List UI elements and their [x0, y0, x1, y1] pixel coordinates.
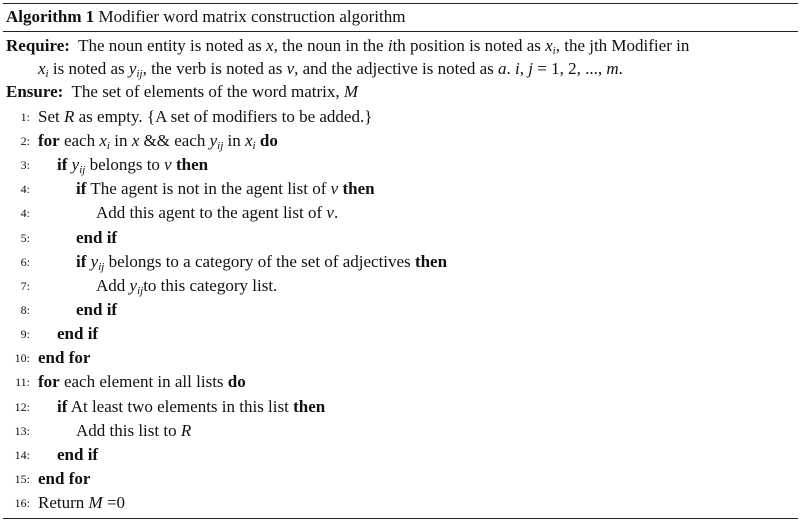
subscript: i: [106, 140, 110, 152]
line-number: 4:: [20, 182, 30, 196]
line-number: 6:: [20, 255, 30, 269]
line-15: [0, 468, 801, 490]
keyword-end-if: end if: [76, 228, 118, 247]
subscript: ij: [137, 285, 144, 297]
line-2: [0, 130, 801, 152]
var-v: v: [330, 179, 339, 198]
line-text: =0: [102, 493, 126, 512]
require-text: is noted as: [48, 59, 129, 78]
line-13: [0, 420, 801, 442]
subscript: i: [252, 140, 256, 152]
line-number: 14:: [14, 448, 30, 462]
subscript: ij: [217, 140, 224, 152]
var-x: x: [266, 36, 274, 55]
keyword-for: for: [38, 372, 60, 391]
var-j: j: [528, 59, 534, 78]
caption-title: Modifier word matrix construction algorithm: [98, 7, 406, 26]
subscript: i: [552, 45, 556, 57]
line-text: to this category list.: [143, 276, 278, 295]
require-text: , and the adjective is noted as: [294, 59, 499, 78]
line-text: each element in all lists: [59, 372, 228, 391]
line-8: [0, 299, 801, 321]
require-text: , the jth Modifier in: [555, 36, 690, 55]
line-text: Set: [38, 107, 64, 126]
var-y: y: [209, 131, 218, 150]
line-number: 16:: [14, 496, 30, 510]
keyword-then: then: [175, 155, 209, 174]
line-number: 15:: [14, 472, 30, 486]
line-text: belongs to a category of the set of adjectives: [104, 252, 415, 271]
keyword-end-if: end if: [76, 300, 118, 319]
require-text: = 1, 2, ...,: [533, 59, 607, 78]
line-number: 7:: [20, 279, 30, 293]
line-7: [0, 275, 801, 297]
var-v: v: [326, 203, 334, 222]
require-text: .: [618, 59, 623, 78]
line-number: 9:: [20, 327, 30, 341]
line-4b: [0, 202, 801, 224]
var-y: y: [71, 155, 80, 174]
keyword-if: if: [76, 179, 87, 198]
var-R: R: [63, 107, 75, 126]
line-number: 1:: [20, 110, 30, 124]
var-M: M: [343, 82, 359, 101]
var-R: R: [180, 421, 192, 440]
line-text: as empty. {A set of modifiers to be added.}: [74, 107, 373, 126]
require-text: .: [506, 59, 516, 78]
line-text: The agent is not in the agent list of: [86, 179, 331, 198]
var-x: x: [245, 131, 253, 150]
line-number: 10:: [14, 351, 30, 365]
line-9: [0, 323, 801, 345]
keyword-if: if: [57, 155, 68, 174]
var-a: a: [498, 59, 507, 78]
line-12: [0, 396, 801, 418]
line-3: [0, 154, 801, 176]
require-line-1: [6, 35, 689, 57]
line-1: [0, 106, 801, 128]
line-number: 13:: [14, 424, 30, 438]
subscript: ij: [136, 68, 143, 80]
line-10: [0, 347, 801, 369]
subscript: ij: [79, 164, 86, 176]
line-text: in: [223, 131, 245, 150]
keyword-if: if: [57, 397, 68, 416]
keyword-end-for: end for: [38, 469, 91, 488]
var-x: x: [545, 36, 553, 55]
line-6: [0, 251, 801, 273]
line-text: in: [109, 131, 132, 150]
keyword-then: then: [414, 252, 448, 271]
line-text: At least two elements in this list: [67, 397, 294, 416]
var-v: v: [286, 59, 295, 78]
keyword-do: do: [259, 131, 278, 150]
var-x: x: [38, 59, 46, 78]
line-text: Add: [96, 276, 130, 295]
var-y: y: [128, 59, 137, 78]
subscript: ij: [98, 261, 105, 273]
line-number: 2:: [20, 134, 30, 148]
keyword-do: do: [227, 372, 246, 391]
line-number: 12:: [14, 400, 30, 414]
require-line-2: [38, 58, 623, 80]
algorithm-caption: [6, 6, 405, 28]
line-text: Add this agent to the agent list of: [96, 203, 327, 222]
var-v: v: [164, 155, 172, 174]
ensure-label: Ensure:: [6, 82, 64, 101]
caption-label: Algorithm 1: [6, 7, 95, 26]
keyword-end-for: end for: [38, 348, 91, 367]
require-text: , the verb is noted as: [142, 59, 287, 78]
var-i: i: [387, 36, 393, 55]
keyword-then: then: [342, 179, 375, 198]
require-text: th position is noted as: [392, 36, 546, 55]
keyword-then: then: [293, 397, 326, 416]
var-i: i: [515, 59, 520, 78]
line-text: each: [59, 131, 100, 150]
require-text: ,: [519, 59, 529, 78]
keyword-for: for: [38, 131, 60, 150]
keyword-end-if: end if: [57, 324, 99, 343]
var-y: y: [90, 252, 99, 271]
line-number: 3:: [20, 158, 30, 172]
line-text: .: [333, 203, 339, 222]
require-text: The noun entity is noted as: [78, 36, 267, 55]
line-text: belongs to: [85, 155, 165, 174]
var-y: y: [129, 276, 138, 295]
require-label: Require:: [6, 36, 70, 55]
var-M: M: [88, 493, 103, 512]
line-number: 8:: [20, 303, 30, 317]
var-m: m: [606, 59, 619, 78]
line-5: [0, 227, 801, 249]
ensure-text: The set of elements of the word matrix,: [71, 82, 344, 101]
line-number: 11:: [15, 375, 30, 389]
caption-rule: [3, 31, 798, 32]
bottom-rule: [3, 518, 798, 519]
line-16: [0, 492, 801, 514]
line-text: Return: [38, 493, 89, 512]
var-x: x: [131, 131, 140, 150]
line-4: [0, 178, 801, 200]
line-text: && each: [139, 131, 210, 150]
keyword-if: if: [76, 252, 87, 271]
require-text: , the noun in the: [273, 36, 388, 55]
keyword-end-if: end if: [57, 445, 99, 464]
var-x: x: [99, 131, 107, 150]
top-rule: [3, 3, 798, 4]
line-14: [0, 444, 801, 466]
line-text: Add this list to: [76, 421, 181, 440]
ensure-line: [6, 81, 358, 103]
line-11: [0, 371, 801, 393]
subscript: i: [45, 68, 49, 80]
line-number: 5:: [20, 231, 30, 245]
line-number: 4:: [20, 206, 30, 220]
